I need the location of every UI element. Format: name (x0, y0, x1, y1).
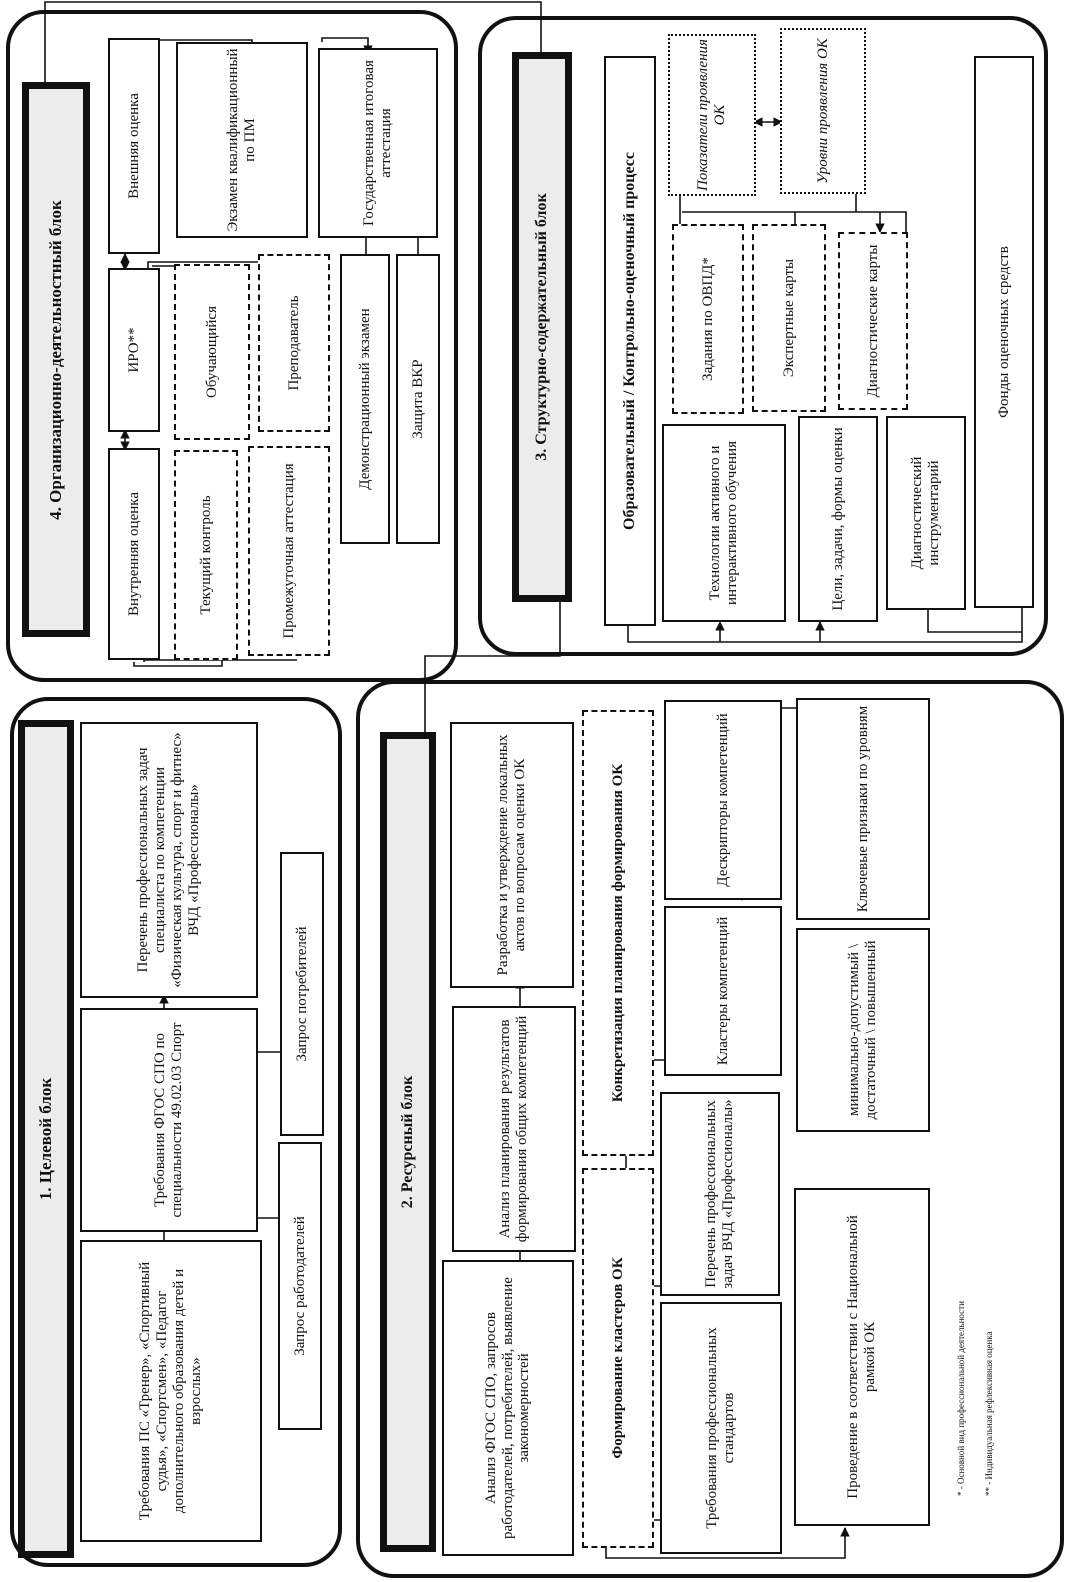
node-klastery: Кластеры компетенций (664, 906, 782, 1076)
node-razrabotka-aktov: Разработка и утверждение локальных актов по вопросам оценки ОК (450, 722, 574, 988)
footnote-ovpd: * - Основной вид профессиональной деятельности (956, 1301, 966, 1496)
node-deskriptory: Дескрипторы компетенций (664, 700, 782, 900)
block3-title: 3. Структурно-содержательный блок (533, 193, 551, 461)
node-analiz-planirovaniya: Анализ планирования результатов формирования общих компетенций (452, 1006, 576, 1252)
node-obuchayushiysya: Обучающийся (174, 264, 250, 440)
node-provedenie: Проведение в соответствии с Национальной рамкой ОК (794, 1188, 930, 1526)
node-zashita-vkr: Защита ВКР (396, 254, 440, 544)
block4-title-box (22, 82, 90, 637)
block1-title-box (18, 720, 74, 1558)
node-trebovaniya-fgos: Требования ФГОС СПО по специальности 49.02.03 Спорт (80, 1008, 258, 1232)
node-klyuchevye-priznaki: Ключевые признаки по уровням (796, 698, 930, 920)
node-prepodavatel: Преподаватель (258, 254, 330, 432)
node-perechen-zadach: Перечень профессиональных задач специалиста по компетенции «Физическая культура, спорт и фитнес» ВЧД «Профессионалы» (80, 722, 258, 998)
block2-title: 2. Ресурсный блок (399, 1075, 417, 1209)
node-trebovaniya-ps: Требования ПС «Тренер», «Спортивный судья», «Спортсмен», «Педагог дополнительного образования детей и взрослых» (80, 1240, 262, 1542)
footnote-iro: ** - Индивидуальная рефлексивная оценка (984, 1331, 994, 1496)
node-treb-prof-standartov: Требования профессиональных стандартов (660, 1302, 782, 1554)
node-konkretizaciya: Конкретизация планирования формирования ОК (582, 710, 654, 1156)
node-urovni: минимально-допустимый \ достаточный \ повышенный (796, 928, 930, 1132)
node-zapros-rabotodateley: Запрос работодателей (278, 1142, 322, 1430)
node-ekspertnye-karty: Экспертные карты (752, 224, 826, 412)
node-pokazateli: Показатели проявления ОК (668, 34, 756, 196)
node-formirovanie-klasterov: Формирование кластеров ОК (582, 1168, 654, 1548)
node-perechen-vchd: Перечень профессиональных задач ВЧД «Профессионалы» (660, 1092, 780, 1296)
node-celi: Цели, задачи, формы оценки (798, 416, 878, 622)
node-fondy: Фонды оценочных средств (974, 56, 1034, 608)
block2-title-box (380, 732, 436, 1552)
node-tehnologii: Технологии активного и интерактивного обучения (662, 424, 786, 622)
block1-title: 1. Целевой блок (36, 1077, 56, 1201)
node-promezhutochnaya: Промежуточная аттестация (248, 446, 330, 656)
node-vneshnyaya-ocenka: Внешняя оценка (108, 38, 160, 254)
node-ekzamen-kval: Экзамен квалификационный по ПМ (176, 42, 308, 238)
node-demo-ekzamen: Демонстрационный экзамен (340, 254, 390, 544)
node-analiz-fgos: Анализ ФГОС СПО, запросов работодателей, потребителей, выявление закономерностей (442, 1260, 574, 1556)
node-vnutrennyaya-ocenka: Внутренняя оценка (108, 448, 160, 660)
block3-title-box (512, 52, 572, 602)
block4-title: 4. Организационно-деятельностный блок (46, 199, 66, 520)
node-zapros-potrebiteley: Запрос потребителей (280, 852, 324, 1136)
node-iro: ИРО** (108, 268, 160, 432)
node-gia: Государственная итоговая аттестация (318, 48, 438, 238)
node-diagnosticheskie-karty: Диагностические карты (838, 232, 908, 410)
node-zadaniya-ovpd: Задания по ОВПД* (672, 224, 744, 414)
node-diag-instrumentariy: Диагностический инструментарий (886, 416, 966, 610)
node-tekushiy-kontrol: Текущий контроль (174, 450, 238, 660)
node-urovni-ok: Уровни проявления ОК (780, 28, 866, 194)
node-process: Образовательный / Контрольно-оценочный процесс (604, 56, 656, 626)
